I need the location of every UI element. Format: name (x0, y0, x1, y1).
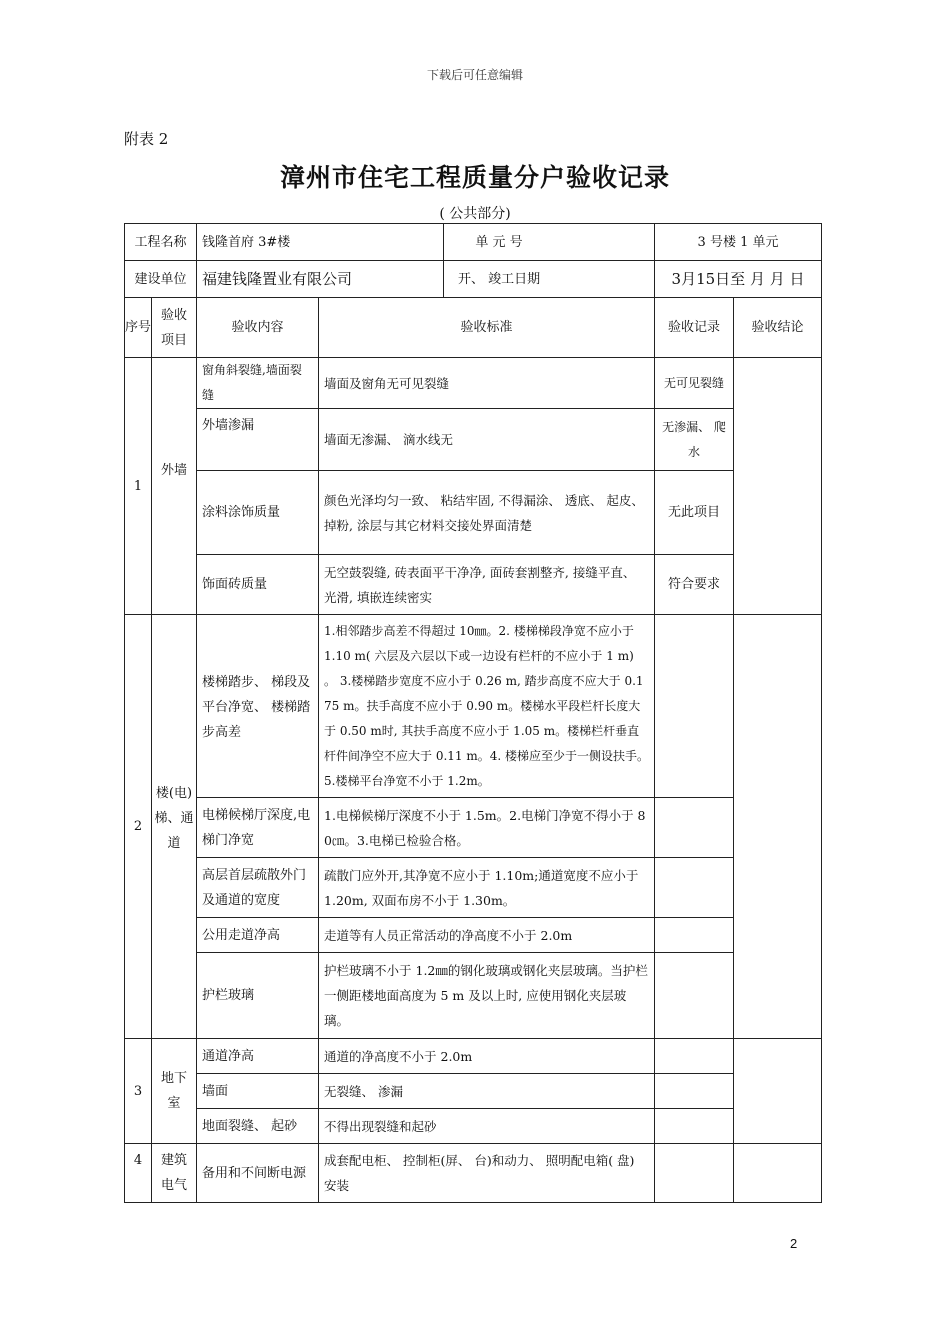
row-content: 电梯候梯厅深度,电梯门净宽 (197, 798, 319, 858)
project-name-text: 钱隆首府 3#楼 (202, 234, 291, 250)
header-note: 下载后可任意编辑 (426, 68, 523, 82)
table-row (125, 918, 822, 953)
table-row (125, 1074, 822, 1109)
group-seq: 1 (125, 358, 152, 615)
group-seq: 3 (125, 1039, 152, 1144)
row-record (655, 1109, 734, 1144)
info-row-project (125, 224, 822, 261)
group-seq: 4 (125, 1144, 152, 1203)
table-row (125, 471, 822, 555)
project-name-label: 工程名称 (125, 224, 197, 261)
row-record: 无渗漏、 爬水 (655, 409, 734, 471)
row-content: 涂料涂饰质量 (197, 471, 319, 555)
col-content: 验收内容 (197, 298, 319, 358)
row-record (655, 1144, 734, 1203)
builder-cell (197, 261, 655, 298)
acceptance-table (124, 223, 822, 1203)
group-item: 外墙 (152, 358, 197, 615)
unit-value: 3 号楼 1 单元 (655, 224, 822, 261)
row-content: 墙面 (197, 1074, 319, 1109)
row-content: 饰面砖质量 (197, 555, 319, 615)
group-item: 建筑电气 (152, 1144, 197, 1203)
col-seq: 序号 (125, 298, 152, 358)
table-row (125, 1039, 822, 1074)
appendix-label: 附表 2 (124, 130, 169, 148)
unit-label: 单 元 号 (443, 224, 554, 260)
row-standard: 墙面及窗角无可见裂缝 (319, 358, 655, 409)
table-row (125, 615, 822, 798)
date-value: 3月15日至 月 月 日 (655, 261, 822, 298)
date-label: 开、 竣工日期 (443, 261, 554, 297)
row-standard: 颜色光泽均匀一致、 粘结牢固, 不得漏涂、 透底、 起皮、 掉粉, 涂层与其它材料交接处界面清楚 (319, 471, 655, 555)
table-row (125, 858, 822, 918)
column-header-row (125, 298, 822, 358)
row-record (655, 615, 734, 798)
row-standard: 墙面无渗漏、 滴水线无 (319, 409, 655, 471)
table-row (125, 1144, 822, 1203)
row-record: 符合要求 (655, 555, 734, 615)
col-standard: 验收标准 (319, 298, 655, 358)
document-subtitle: ( 公共部分) (439, 206, 511, 222)
table-row (125, 555, 822, 615)
info-row-builder (125, 261, 822, 298)
row-standard: 通道的净高度不小于 2.0m (319, 1039, 655, 1074)
group-conclusion (734, 615, 822, 1039)
row-record (655, 798, 734, 858)
row-standard: 无空鼓裂缝, 砖表面平干净净, 面砖套割整齐, 接缝平直、 光滑, 填嵌连续密实 (319, 555, 655, 615)
row-content: 外墙渗漏 (197, 409, 319, 471)
table-row (125, 953, 822, 1039)
table-row (125, 1109, 822, 1144)
row-standard: 走道等有人员正常活动的净高度不小于 2.0m (319, 918, 655, 953)
row-content: 窗角斜裂缝,墙面裂缝 (197, 358, 319, 409)
row-standard: 1.电梯候梯厅深度不小于 1.5m。2.电梯门净宽不得小于 80㎝。3.电梯已检验合格。 (319, 798, 655, 858)
builder-label: 建设单位 (125, 261, 197, 298)
row-standard: 不得出现裂缝和起砂 (319, 1109, 655, 1144)
group-conclusion (734, 1144, 822, 1203)
row-record: 无此项目 (655, 471, 734, 555)
row-standard: 疏散门应外开,其净宽不应小于 1.10m;通道宽度不应小于 1.20m, 双面布房不小于 1.30m。 (319, 858, 655, 918)
table-row (125, 358, 822, 409)
row-record (655, 918, 734, 953)
row-record: 无可见裂缝 (655, 358, 734, 409)
document-title: 漳州市住宅工程质量分户验收记录 (279, 163, 670, 192)
col-conclusion: 验收结论 (734, 298, 822, 358)
table-row (125, 798, 822, 858)
row-standard: 1.相邻踏步高差不得超过 10㎜。2. 楼梯梯段净宽不应小于 1.10 m( 六层及六层以下或一边设有栏杆的不应小于 1 m) 。 3.楼梯踏步宽度不应小于 0.26 m, 踏步高度不应大于 0.175 m。扶手高度不应小于 0.90 m。楼梯水平段栏杆长度大于 0.50 m时, 其扶手高度不应小于 1.05 m。楼梯栏杆垂直杆件间净空不应大于 0.11 m。4. 楼梯应至少于一侧设扶手。5.楼梯平台净宽不小于 1.2m。 (319, 615, 655, 798)
page-number: 2 (790, 1236, 798, 1251)
group-conclusion (734, 358, 822, 615)
group-conclusion (734, 1039, 822, 1144)
row-content: 通道净高 (197, 1039, 319, 1074)
row-standard: 无裂缝、 渗漏 (319, 1074, 655, 1109)
builder-value: 福建钱隆置业有限公司 (202, 269, 353, 288)
group-item: 地下室 (152, 1039, 197, 1144)
row-standard: 护栏玻璃不小于 1.2㎜的钢化玻璃或钢化夹层玻璃。当护栏一侧距楼地面高度为 5 m 及以上时, 应使用钢化夹层玻璃。 (319, 953, 655, 1039)
col-item: 验收项目 (152, 298, 197, 358)
row-standard: 成套配电柜、 控制柜(屏、 台)和动力、 照明配电箱( 盘) 安装 (319, 1144, 655, 1203)
group-seq: 2 (125, 615, 152, 1039)
row-record (655, 953, 734, 1039)
row-content: 护栏玻璃 (197, 953, 319, 1039)
col-record: 验收记录 (655, 298, 734, 358)
row-content: 地面裂缝、 起砂 (197, 1109, 319, 1144)
row-content: 备用和不间断电源 (197, 1144, 319, 1203)
row-content: 高层首层疏散外门及通道的宽度 (197, 858, 319, 918)
row-record (655, 858, 734, 918)
table-row (125, 409, 822, 471)
row-record (655, 1074, 734, 1109)
row-content: 公用走道净高 (197, 918, 319, 953)
group-item: 楼(电)梯、通道 (152, 615, 197, 1039)
row-content: 楼梯踏步、 梯段及平台净宽、 楼梯踏步高差 (197, 615, 319, 798)
row-record (655, 1039, 734, 1074)
project-name-value (197, 224, 655, 261)
